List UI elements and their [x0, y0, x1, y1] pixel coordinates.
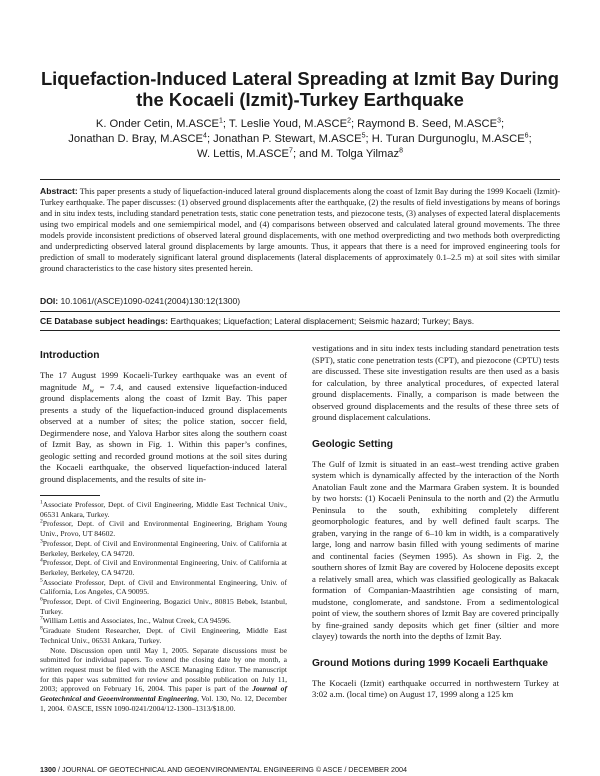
- title-line-2: the Kocaeli (Izmit)-Turkey Earthquake: [136, 89, 464, 110]
- footnote-text: Professor, Dept. of Civil and Environmental Engineering, Univ. of California at Berkeley, Berkeley, CA 94720.: [40, 538, 287, 558]
- footnote-mark: 1: [40, 499, 43, 506]
- footnote-text: Associate Professor, Dept. of Civil and Environmental Engineering, Univ. of California, Los Angeles, CA 90095.: [40, 577, 287, 597]
- author-6-mark: 6: [524, 132, 529, 140]
- note-text-b: , Vol. 130, No. 12, December 1, 2004. ©ASCE, ISSN 1090-0241/2004/12-1300–1313/$18.00.: [40, 694, 287, 713]
- author-5: ; Jonathan P. Stewart, M.ASCE: [206, 133, 362, 146]
- left-column: [40, 343, 287, 713]
- journal-name: Journal of Geotechnical and Geoenvironmental Engineering: [40, 684, 287, 704]
- footnote-3: [40, 539, 287, 558]
- author-list: [40, 117, 560, 163]
- author-2-mark: 2: [347, 117, 351, 125]
- footnote-7: [40, 616, 287, 626]
- introduction-heading: Introduction: [40, 350, 100, 361]
- abstract-text: This paper presents a study of liquefaction-induced lateral ground displacements along the coast of Izmit Bay during the 1999 Kocaeli (Izmit)-Turkey earthquake. The paper discusses: (1) observed ground displacements after the earthquake, (2) the results of field investigations by means of borings and in situ index tests, including standard penetration tests, static cone penetration tests, and piezocone tests, (3) analyses of expected lateral displacements using two empirical models and one semiempirical model, and (4) comparisons between observed and calculated lateral ground movements. The three models provide inconsistent predictions of observed lateral ground displacements, with one method overpredicting and two methods both overpredicting and underpredicting observed lateral ground displacements by large amounts. Thus, it appears that there is a need for improved engineering tools for prediction of small to moderately significant lateral ground displacements (lateral displacements of approximately 0.1–2.5 m) at soil sites with similar ground characteristics to the case history sites presented herein.: [40, 187, 560, 273]
- geologic-setting-heading: Geologic Setting: [312, 438, 393, 450]
- paper-title: [40, 68, 560, 110]
- author-5-mark: 5: [361, 132, 366, 140]
- footnote-mark: 8: [40, 625, 43, 632]
- footnote-text: Professor, Dept. of Civil Engineering, Bogazici Univ., 80815 Bebek, Istanbul, Turkey.: [40, 597, 287, 616]
- author-2: ; T. Leslie Youd, M.ASCE: [222, 118, 348, 130]
- title-line-1: Liquefaction-Induced Lateral Spreading at Izmit Bay During: [40, 68, 560, 89]
- footnote-mark: 5: [40, 577, 43, 584]
- author-7: W. Lettis, M.ASCE: [197, 148, 290, 161]
- footnote-8: [40, 626, 287, 645]
- footnote-text: William Lettis and Associates, Inc., Walnut Creek, CA 94596.: [42, 616, 231, 626]
- author-3-mark: 3: [497, 117, 501, 125]
- magnitude-symbol: M: [82, 381, 90, 392]
- keywords-bottom-rule: [40, 330, 560, 331]
- intro-text-a: The 17 August 1999 Kocaeli-Turkey earthquake was an event of magnitude: [40, 370, 287, 392]
- abstract: [40, 186, 560, 274]
- author-7-mark: 7: [289, 147, 293, 155]
- author-6: ; H. Turan Durgunoglu, M.ASCE: [365, 133, 525, 146]
- doi-value: 10.1061/(ASCE)1090-0241(2004)130:12(1300): [60, 296, 241, 306]
- note-text-a: Note. Discussion open until May 1, 2005. Separate discussions must be submitted for individual papers. To extend the closing date by one month, a written request must be filed with the ASCE Managing Editor. The manuscript for this paper was submitted for review and possible publication on July 11, 2003; approved on February 16, 2004. This paper is part of the: [40, 645, 287, 694]
- footer-text: / JOURNAL OF GEOTECHNICAL AND GEOENVIRONMENTAL ENGINEERING © ASCE / DECEMBER 2004: [56, 765, 408, 774]
- geologic-setting-paragraph: The Gulf of Izmit is situated in an east–west trending active graben system which is dynamically affected by the interaction of the North Anatolian Fault zone and the Marmara Graben system. It is bounded by two horsts: (1) Kocaeli Peninsula to the north and (2) the Armutlu Peninsula to the south, exhibiting completely different geomorphologic features, and by well defined fault scarps. The graben, varying in the range of 6–10 km in width, is a comparatively large, long and narrow basin filled with young sediments of marine and continental facies (Seymen 1995). As shown in Fig. 2, the southern shores of Izmit Bay are covered by Holocene deposits except a relatively small area, which was classified geologically as Bakacak formation of Companian-Maastrihtien age consisting of marn, mudstone, conglomerate, and sandstone. From a sedimentological point of view, the southern shores of Izmit Bay are covered principally by fine-grained sandy deposits which get finer (siltier and more clayey) towards the north into the depths of Izmit Bay.: [312, 458, 559, 641]
- footnote-mark: 2: [40, 518, 43, 525]
- footnote-1: [40, 500, 287, 519]
- author-sep: ;: [501, 118, 505, 130]
- abstract-top-rule: [40, 179, 560, 180]
- doi: [40, 296, 240, 307]
- footnote-text: Professor, Dept. of Civil and Environmental Engineering, Brigham Young Univ., Provo, UT 84602.: [40, 519, 287, 539]
- footnote-mark: 4: [40, 557, 43, 564]
- author-4: Jonathan D. Bray, M.ASCE: [68, 133, 204, 146]
- footnote-text: Graduate Student Researcher, Dept. of Civil Engineering, Middle East Technical Univ., 06531 Ankara, Turkey.: [40, 626, 287, 645]
- author-4-mark: 4: [203, 132, 207, 140]
- footnote-mark: 3: [40, 538, 43, 545]
- discussion-note: [40, 646, 287, 714]
- footnote-text: Associate Professor, Dept. of Civil Engineering, Middle East Technical Univ., 06531 Ankara, Turkey.: [40, 500, 287, 519]
- footnote-mark: 6: [40, 596, 43, 603]
- ground-motions-heading: Ground Motions during 1999 Kocaeli Earthquake: [312, 657, 549, 669]
- ground-motions-paragraph: The Kocaeli (Izmit) earthquake occurred in northwestern Turkey at 3:02 a.m. (local time) on August 17, 1999 along a 125 km: [312, 677, 559, 699]
- author-sep: ;: [528, 133, 532, 146]
- introduction-paragraph: [40, 370, 287, 485]
- subject-headings-label: CE Database subject headings:: [40, 316, 168, 326]
- page-footer: [40, 765, 407, 774]
- introduction-continued: vestigations and in situ index tests including standard penetration tests (SPT), static cone penetration tests (CPT), and piezocone (CPTU) tests are discussed. These site investigation results are then used as a basis for calculation, by three analytical procedures, of expected lateral ground displacements. Finally, a comparison is made between the observed ground displacements and the results of these three sets of ground displacement calculations.: [312, 343, 559, 422]
- footnote-6: [40, 597, 287, 616]
- author-8: ; and M. Tolga Yilmaz: [292, 148, 400, 161]
- footnote-2: [40, 519, 287, 538]
- intro-text-b: = 7.4, and caused extensive liquefaction-induced ground displacements along the coast of Izmit Bay. This paper presents a study of the liquefaction-induced ground displacements observed at a number of sites; the police station, soccer field, Degirmendere nose, and Yalova Harbor sites along the southern coast of Izmit Bay, as shown in Fig. 1. Within this paper’s confines, geologic setting and recorded ground motions at the soil sites during the Kocaeli earthquake, the observed liquefaction-induced lateral ground displacements, and the results of site in-: [40, 381, 287, 484]
- footnote-4: [40, 558, 287, 577]
- footnote-rule: [40, 495, 100, 496]
- subject-headings-value: Earthquakes; Liquefaction; Lateral displacement; Seismic hazard; Turkey; Bays.: [170, 316, 475, 326]
- keywords-top-rule: [40, 311, 560, 312]
- magnitude-subscript: w: [89, 388, 94, 395]
- author-1-mark: 1: [218, 117, 223, 125]
- author-1: K. Onder Cetin, M.ASCE: [95, 118, 219, 130]
- page-number: 1300: [40, 765, 56, 774]
- subject-headings: [40, 316, 560, 327]
- author-3: ; Raymond B. Seed, M.ASCE: [350, 118, 498, 130]
- author-8-mark: 8: [399, 147, 403, 155]
- footnote-text: Professor, Dept. of Civil and Environmental Engineering, Univ. of California at Berkeley, Berkeley, CA 94720.: [40, 558, 287, 577]
- right-column: [312, 343, 559, 701]
- doi-label: DOI:: [40, 296, 59, 306]
- footnote-5: [40, 578, 287, 597]
- abstract-label: Abstract:: [40, 186, 78, 196]
- footnote-mark: 7: [40, 615, 43, 622]
